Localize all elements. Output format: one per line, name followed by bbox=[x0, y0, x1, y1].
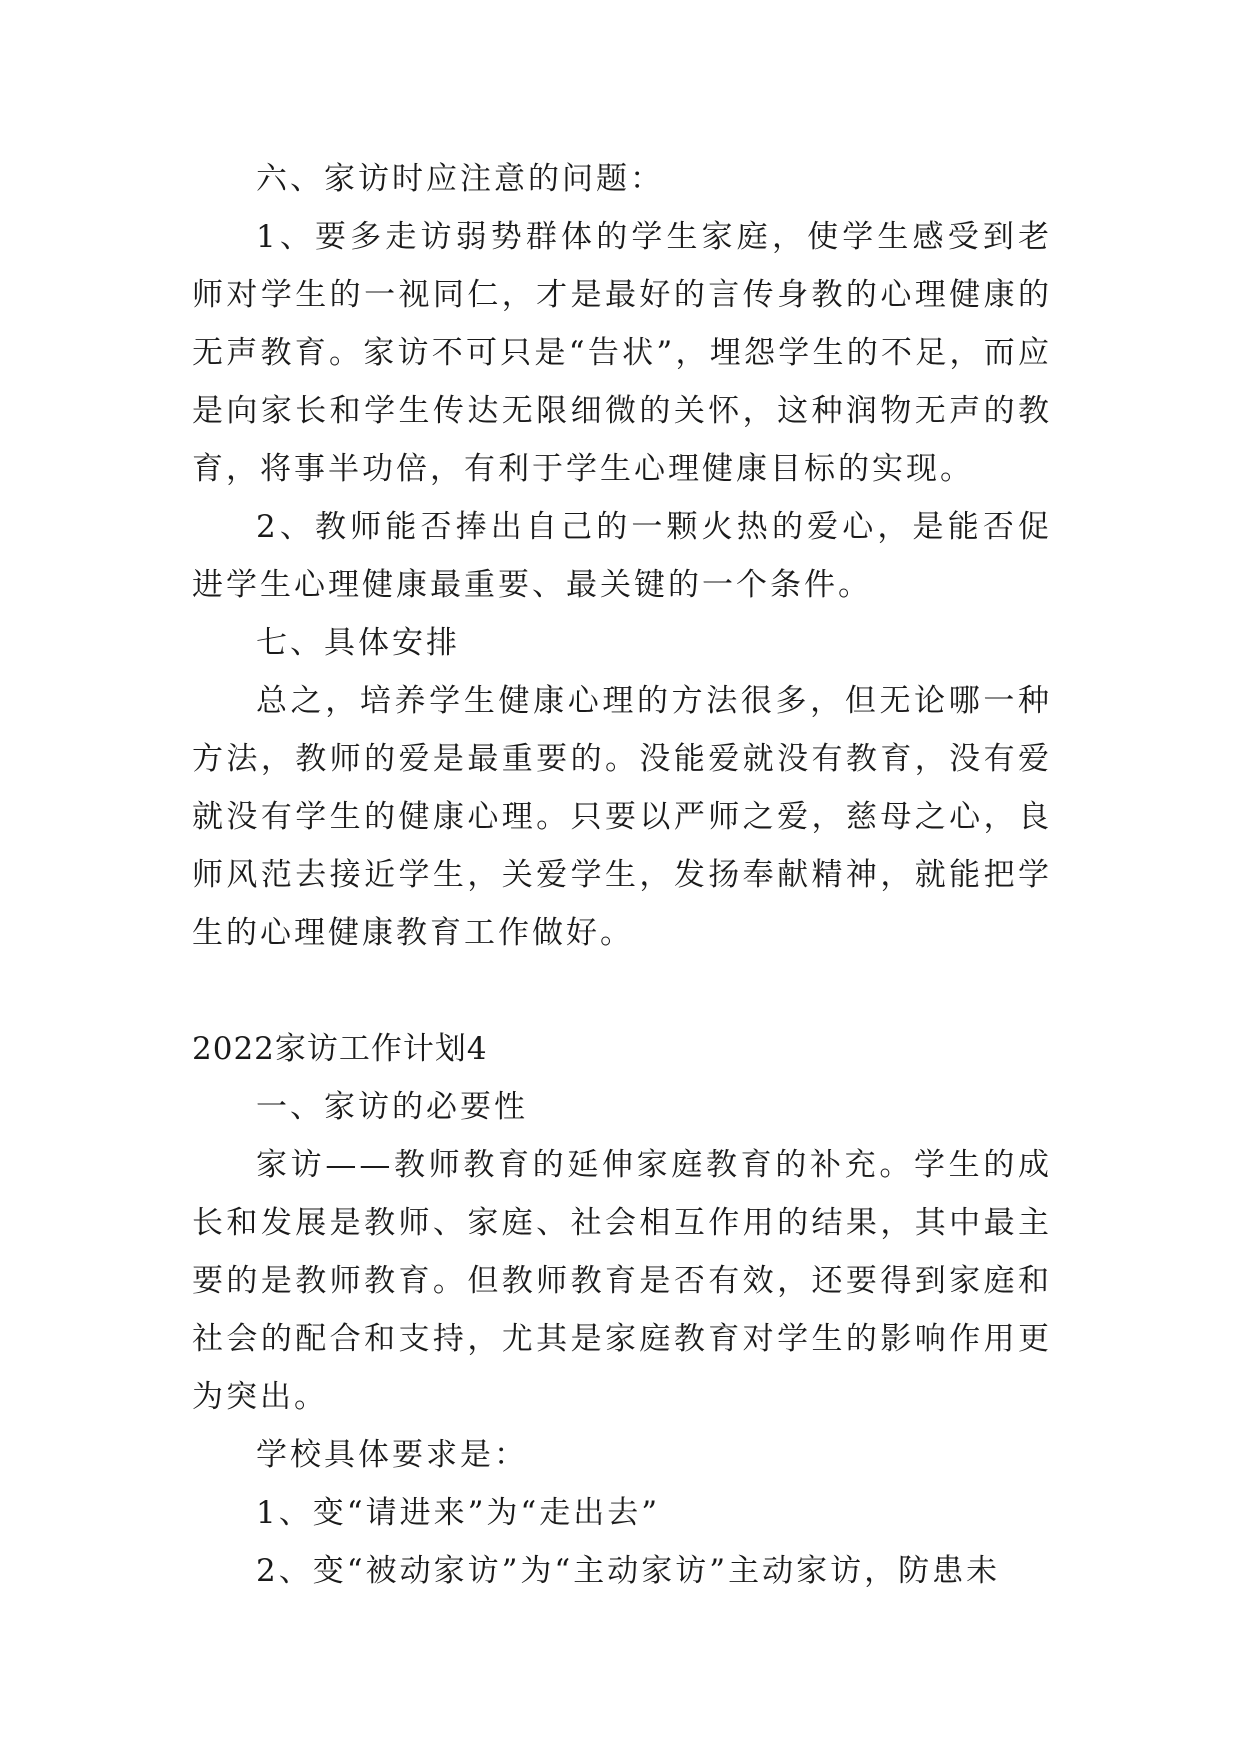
document-body bbox=[192, 150, 1052, 1600]
requirements-heading: 学校具体要求是： bbox=[256, 1437, 528, 1473]
plan-intro-paragraph: 家访——教师教育的延伸家庭教育的补充。学生的成长和发展是教师、家庭、社会相互作用的结果，其中最主要的是教师教育。但教师教育是否有效，还要得到家庭和社会的配合和支持，尤其是家庭教育对学生的影响作用更为突出。 bbox=[192, 1147, 1052, 1415]
section-six-item-1: 1、要多走访弱势群体的学生家庭，使学生感受到老师对学生的一视同仁，才是最好的言传身教的心理健康的无声教育。家访不可只是“告状”，埋怨学生的不足，而应是向家长和学生传达无限细微的关怀，这种润物无声的教育，将事半功倍，有利于学生心理健康目标的实现。 bbox=[192, 219, 1052, 487]
section-spacer bbox=[192, 962, 1052, 1020]
section-seven-heading: 七、具体安排 bbox=[256, 625, 460, 661]
section-six-heading: 六、家访时应注意的问题： bbox=[256, 161, 664, 197]
requirement-item-1: 1、变“请进来”为“走出去” bbox=[256, 1495, 661, 1531]
section-seven-summary: 总之，培养学生健康心理的方法很多，但无论哪一种方法，教师的爱是最重要的。没能爱就没有教育，没有爱就没有学生的健康心理。只要以严师之爱，慈母之心，良师风范去接近学生，关爱学生，发扬奉献精神，就能把学生的心理健康教育工作做好。 bbox=[192, 683, 1052, 951]
requirement-item-2: 2、变“被动家访”为“主动家访”主动家访，防患未 bbox=[256, 1553, 1001, 1589]
section-one-heading: 一、家访的必要性 bbox=[256, 1089, 528, 1125]
section-six-item-2: 2、教师能否捧出自己的一颗火热的爱心，是能否促进学生心理健康最重要、最关键的一个条件。 bbox=[192, 509, 1052, 603]
plan-title: 2022家访工作计划4 bbox=[192, 1031, 488, 1067]
